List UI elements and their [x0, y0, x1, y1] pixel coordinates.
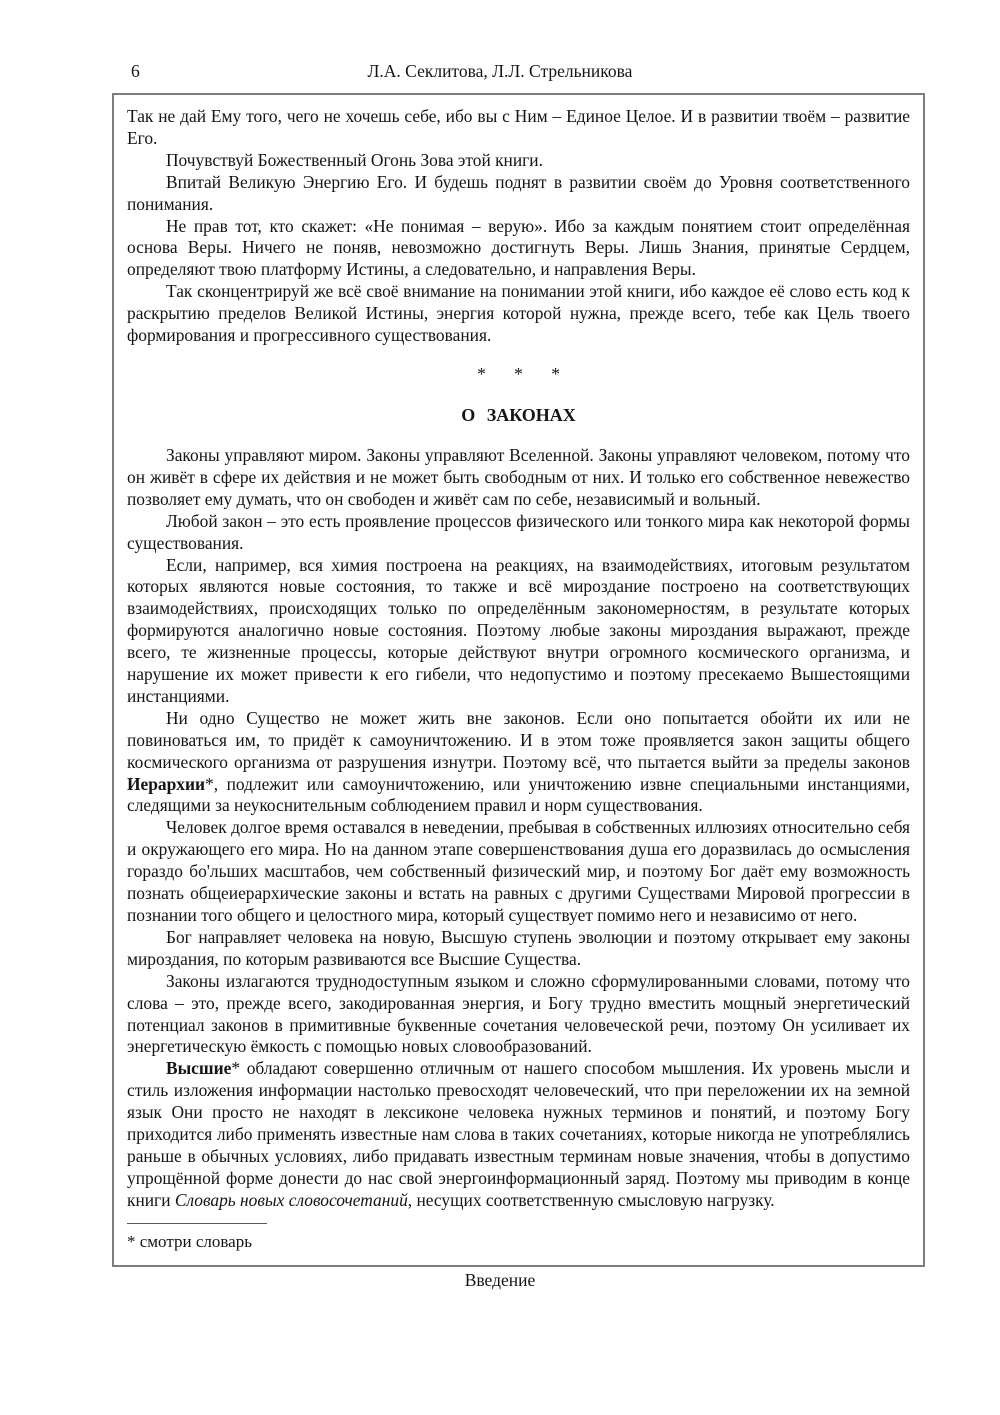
paragraph-text: , несущих соответственную смысловую нагрузку. — [407, 1189, 775, 1210]
page-number: 6 — [131, 61, 140, 81]
paragraph: Законы излагаются труднодоступным языком и сложно сформулированными словами, потому что слова – это, прежде всего, закодированная энергия, и Богу трудно вместить мощный энергетический потенциал законов в примитивные буквенные сочетания человеческой речи, поэтому Он усиливает их энергетическую ёмкость с помощью новых словообразований. — [127, 970, 910, 1057]
asterisk-separator: * * * — [477, 363, 560, 384]
bold-term-hierarchy: Иерархии — [127, 773, 206, 794]
section-title: О ЗАКОНАХ — [461, 404, 576, 425]
paragraph-text: Ни одно Существо не может жить вне законов. Если оно попытается обойти их или не повиноваться им, то придёт к самоуничтожению. И в этом тоже проявляется закон защиты общего космического организма от разрушения изнутри. Поэтому всё, что пытается выйти за пределы законов — [127, 707, 910, 772]
paragraph: Законы управляют миром. Законы управляют Вселенной. Законы управляют человеком, потому что он живёт в сфере их действия и не может быть свободным от них. И только его собственное невежество позволяет ему думать, что он свободен и живёт сам по себе, независимый и вольный. — [127, 444, 910, 509]
footnote-rule — [127, 1223, 267, 1224]
text-frame — [112, 93, 925, 1267]
paragraph: Почувствуй Божественный Огонь Зова этой книги. — [166, 149, 543, 170]
paragraph: Не прав тот, кто скажет: «Не понимая – верую». Ибо за каждым понятием стоит определённая основа Веры. Ничего не поняв, невозможно достигнуть Веры. Лишь Знания, принятые Сердцем, определяют твою платформу Истины, а следовательно, и направления Веры. — [127, 215, 910, 280]
paragraph: Человек долгое время оставался в неведении, пребывая в собственных иллюзиях относительно себя и окружающего его мира. Но на данном этапе совершенствования душа его доразвилась до осмысления гораздо бо'льших масштабов, чем собственный физический мир, и поэтому Бог даёт ему возможность познать общеиерархические законы и встать на равных с другими Существами Мировой прогрессии в познании того общего и целостного мира, который существует помимо него и независимо от него. — [127, 817, 910, 925]
running-foot-chapter: Введение — [464, 1270, 536, 1290]
paragraph-continuation: Так не дай Ему того, чего не хочешь себе, ибо вы с Ним – Единое Целое. И в развитии твоём – развитие Его. — [127, 106, 910, 148]
bold-term-highest: Высшие — [166, 1058, 232, 1079]
paragraph-text: * обладают совершенно отличным от нашего способом мышления. Их уровень мысли и стиль изложения информации настолько превосходят человеческий, что при переложении их на земной язык Они просто не находят в лексиконе человека нужных терминов и понятий, и поэтому Богу приходится либо применять известные нам слова в таких сочетаниях, которые никогда не употреблялись раньше в обычных условиях, либо придавать известным терминам новые значения, чтобы в допустимо упрощённой форме донести до нас свой энергоинформационный заряд. Поэтому мы приводим в конце книги — [127, 1058, 910, 1210]
paragraph-text: *, подлежит или самоуничтожению, или уничтожению извне специальными инстанциями, следящими за неукоснительным соблюдением правил и норм существования. — [127, 773, 910, 816]
paragraph: Бог направляет человека на новую, Высшую ступень эволюции и поэтому открывает ему законы мироздания, по которым развиваются все Высшие Существа. — [127, 926, 910, 969]
italic-book-title: Словарь новых словосочетаний — [174, 1189, 408, 1210]
page-header — [0, 60, 1000, 84]
footnote: * смотри словарь — [127, 1231, 252, 1251]
running-head-authors: Л.А. Секлитова, Л.Л. Стрельникова — [367, 61, 633, 81]
paragraph: Впитай Великую Энергию Его. И будешь поднят в развитии своём до Уровня соответственного понимания. — [127, 171, 910, 214]
paragraph: Так сконцентрируй же всё своё внимание на понимании этой книги, ибо каждое её слово есть код к раскрытию пределов Великой Истины, энергия которой нужна, прежде всего, тебе как Цель твоего формирования и прогрессивного существования. — [127, 281, 910, 346]
paragraph — [127, 708, 910, 818]
paragraph — [127, 1058, 910, 1211]
paragraph: Любой закон – это есть проявление процессов физического или тонкого мира как некоторой формы существования. — [127, 510, 910, 553]
paragraph: Если, например, вся химия построена на реакциях, на взаимодействиях, итоговым результатом которых являются новые состояния, то также и всё мироздание построено на соответствующих взаимодействиях, происходящих только по определённым закономерностям, в результате которых формируются аналогично новые состояния. Поэтому любые законы мироздания выражают, прежде всего, те жизненные процессы, которые действуют внутри огромного космического организма, и нарушение их может привести к его гибели, что недопустимо и поэтому пресекаемо Вышестоящими инстанциями. — [127, 554, 910, 706]
